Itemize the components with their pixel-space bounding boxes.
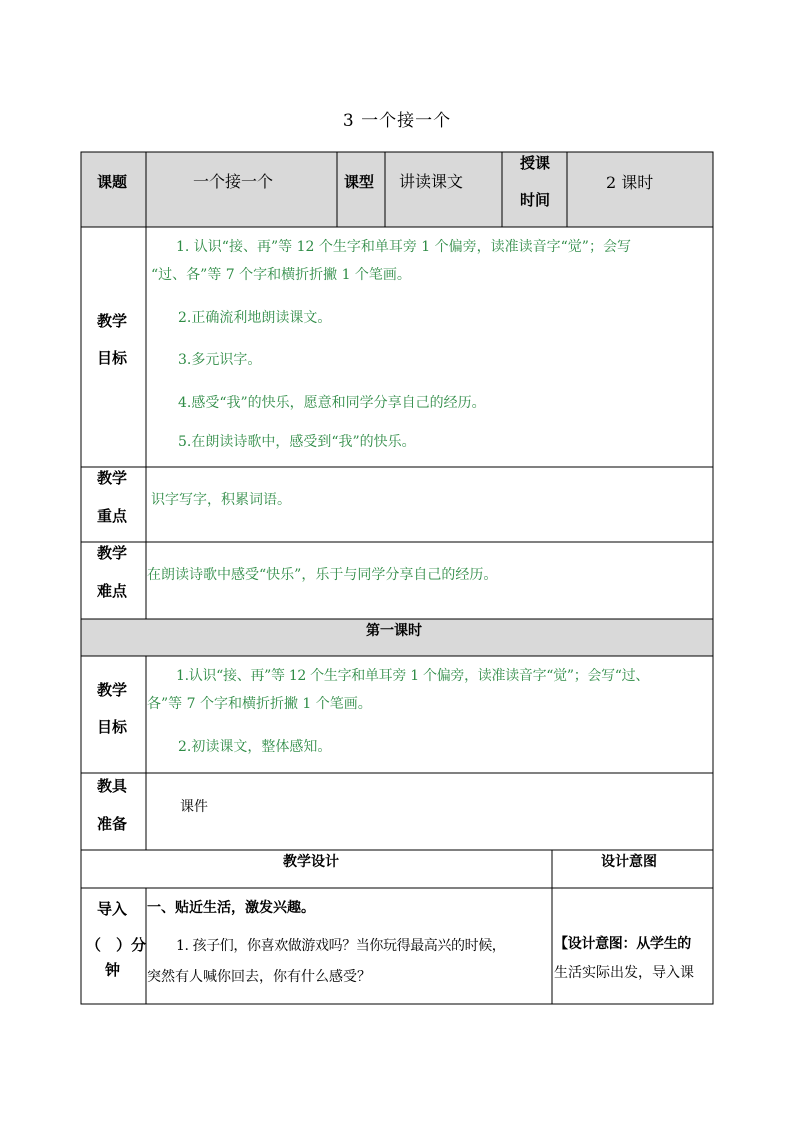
goal-item: 3.多元识字。 [178, 352, 262, 368]
goals-label-2: 目标 [97, 349, 128, 367]
design-intent-line: 【设计意图：从学生的 [554, 936, 691, 952]
lesson-goals-label-2: 目标 [97, 718, 128, 736]
lesson-goal-item: 各”等 7 个字和横折折撇 1 个笔画。 [147, 696, 372, 712]
shouke-label-1: 授课 [520, 154, 551, 172]
goal-item: 1. 认识“接、再”等 12 个生字和单耳旁 1 个偏旁，读准读音字“觉”；会写 [176, 239, 631, 255]
first-lesson-title: 第一课时 [366, 623, 422, 639]
design-heading: 一、贴近生活，激发兴趣。 [147, 900, 315, 916]
diff-label-1: 教学 [97, 544, 128, 562]
design-col-right: 设计意图 [601, 854, 657, 870]
lesson-goals-label-1: 教学 [97, 681, 128, 699]
tools-text: 课件 [180, 799, 208, 815]
goals-label-1: 教学 [97, 312, 128, 330]
difficulties-text: 在朗读诗歌中感受“快乐”，乐于与同学分享自己的经历。 [147, 567, 498, 583]
stage-label-3: 钟 [105, 961, 121, 979]
design-intent-line: 生活实际出发，导入课 [554, 965, 694, 981]
goal-item: 2.正确流利地朗读课文。 [178, 310, 332, 326]
kexing-label: 课型 [344, 173, 375, 191]
kexing-value: 讲读课文 [399, 172, 464, 191]
design-question-line: 突然有人喊你回去，你有什么感受？ [147, 969, 371, 985]
shouke-value: 2 课时 [606, 173, 654, 192]
lesson-goal-item: 2.初读课文，整体感知。 [178, 739, 332, 755]
stage-label-1: 导入 [97, 900, 128, 918]
design-col-left: 教学设计 [283, 854, 339, 870]
tools-label-2: 准备 [97, 815, 128, 833]
key-points-text: 识字写字，积累词语。 [151, 492, 291, 508]
diff-label-2: 难点 [97, 582, 128, 600]
key-label-2: 重点 [97, 507, 128, 525]
keti-value: 一个接一个 [193, 172, 274, 191]
goal-item: 4.感受“我”的快乐，愿意和同学分享自己的经历。 [178, 395, 486, 411]
tools-label-1: 教具 [97, 777, 128, 795]
shouke-label-2: 时间 [520, 191, 551, 209]
page-title: 3 一个接一个 [342, 111, 452, 131]
design-question-line: 1. 孩子们，你喜欢做游戏吗？当你玩得最高兴的时候， [176, 938, 506, 954]
goal-item: “过、各”等 7 个字和横折折撇 1 个笔画。 [151, 267, 411, 283]
lesson-goal-item: 1.认识“接、再”等 12 个生字和单耳旁 1 个偏旁，读准读音字“觉”；会写“过、 [176, 668, 650, 684]
key-label-1: 教学 [97, 469, 128, 487]
stage-label-2: （ ）分 [86, 936, 147, 954]
goal-item: 5.在朗读诗歌中，感受到“我”的快乐。 [178, 434, 416, 450]
keti-label: 课题 [97, 173, 128, 191]
